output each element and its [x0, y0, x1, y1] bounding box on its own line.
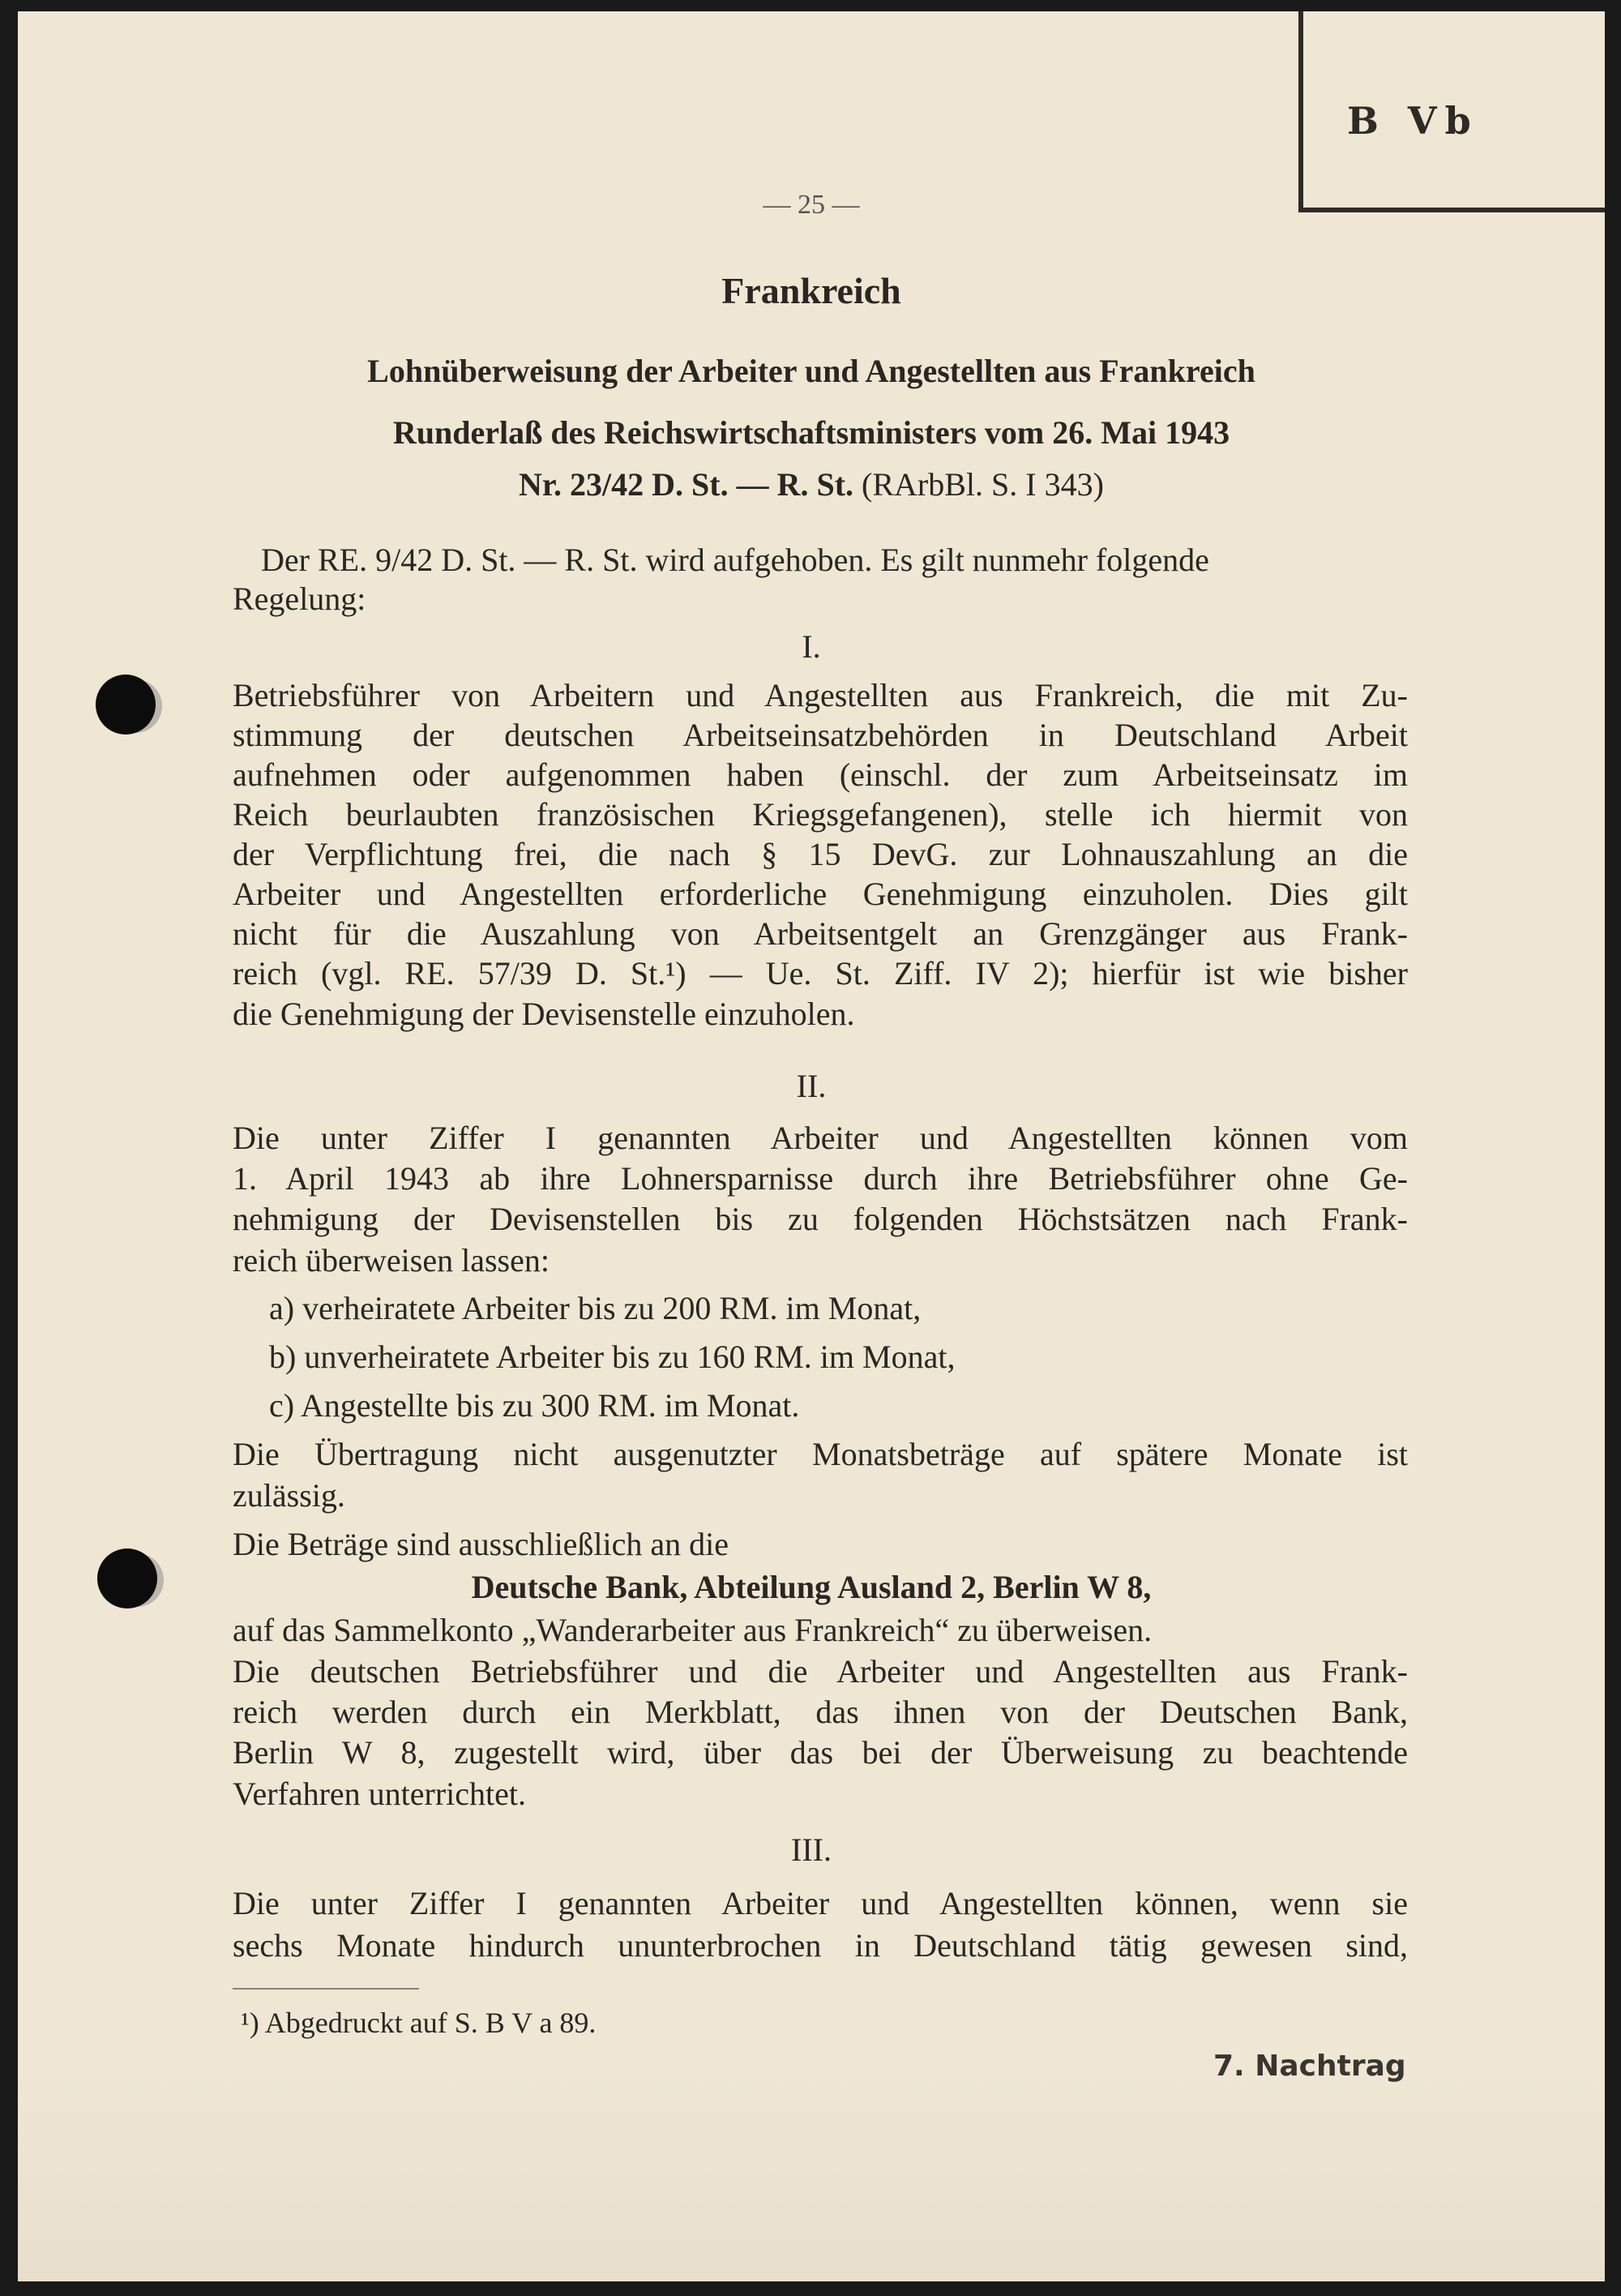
section-ii-numeral: II. — [796, 1068, 827, 1104]
footnote: ¹) Abgedruckt auf S. B V a 89. — [241, 2007, 597, 2039]
section-i-line: Reich beurlaubten französischen Kriegsgefangenen), stelle ich hiermit von — [233, 796, 1408, 833]
page-number: — 25 — — [763, 190, 860, 220]
section-i-line: Betriebsführer von Arbeitern und Angestellten aus Frankreich, die mit Zu- — [233, 677, 1408, 713]
section-iii-line: sechs Monate hindurch ununterbrochen in Deutschland tätig gewesen sind, — [233, 1927, 1408, 1964]
section-i-line: reich (vgl. RE. 57/39 D. St.¹) — Ue. St. Ziff. IV 2); hierfür ist wie bisher — [233, 955, 1408, 992]
merkblatt-line: Berlin W 8, zugestellt wird, über das bei der Überweisung zu beachtende — [233, 1734, 1408, 1771]
section-i-line: aufnehmen oder aufgenommen haben (einschl. der zum Arbeitseinsatz im — [233, 756, 1408, 793]
section-i-line: stimmung der deutschen Arbeitseinsatzbehörden in Deutschland Arbeit — [233, 717, 1408, 753]
limit-item-b: b) unverheiratete Arbeiter bis zu 160 RM. im Monat, — [269, 1339, 956, 1375]
transfer-intro: Die Beträge sind ausschließlich an die — [233, 1526, 729, 1562]
merkblatt-line: Verfahren unterrichtet. — [233, 1776, 527, 1812]
decree-number: Nr. 23/42 D. St. — R. St. — [519, 466, 854, 503]
subtitle-line-2: Runderlaß des Reichswirtschaftsministers vom 26. Mai 1943 — [392, 414, 1230, 451]
section-i-numeral: I. — [802, 628, 821, 665]
section-i-line: Arbeiter und Angestellten erforderliche Genehmigung einzuholen. Dies gilt — [233, 876, 1408, 912]
merkblatt-line: reich werden durch ein Merkblatt, das ihnen von der Deutschen Bank, — [233, 1694, 1408, 1730]
section-ii-line: 1. April 1943 ab ihre Lohnersparnisse durch ihre Betriebsführer ohne Ge- — [233, 1160, 1408, 1197]
merkblatt-line: Die deutschen Betriebsführer und die Arbeiter und Angestellten aus Frank- — [233, 1653, 1408, 1690]
section-ii-line: Die unter Ziffer I genannten Arbeiter und Angestellten können vom — [233, 1120, 1408, 1156]
page-edge-shading — [18, 2071, 1605, 2281]
corner-index-label: B Vb — [1347, 99, 1479, 143]
supplement-label: 7. Nachtrag — [1213, 2050, 1406, 2083]
section-i-line: der Verpflichtung frei, die nach § 15 DevG. zur Lohnauszahlung an die — [233, 836, 1408, 872]
transfer-account: auf das Sammelkonto „Wanderarbeiter aus Frankreich“ zu überweisen. — [233, 1612, 1153, 1648]
document-page — [18, 11, 1605, 2281]
transfer-carryover-line: Die Übertragung nicht ausgenutzter Monatsbeträge auf spätere Monate ist — [233, 1436, 1408, 1472]
bank-address: Deutsche Bank, Abteilung Ausland 2, Berlin W 8, — [471, 1569, 1152, 1605]
punch-hole-top — [96, 675, 156, 735]
limit-item-a: a) verheiratete Arbeiter bis zu 200 RM. im Monat, — [269, 1290, 922, 1326]
intro-line-1: Der RE. 9/42 D. St. — R. St. wird aufgehoben. Es gilt nunmehr folgende — [261, 542, 1209, 578]
decree-reference: (RArbBl. S. I 343) — [862, 466, 1104, 503]
subtitle-line-1: Lohnüberweisung der Arbeiter und Angestellten aus Frankreich — [367, 353, 1255, 389]
section-i-line: nicht für die Auszahlung von Arbeitsentgelt an Grenzgänger aus Frank- — [233, 915, 1408, 952]
section-ii-line: reich überweisen lassen: — [233, 1242, 550, 1279]
transfer-carryover-line: zulässig. — [233, 1477, 345, 1514]
section-iii-line: Die unter Ziffer I genannten Arbeiter und Angestellten können, wenn sie — [233, 1885, 1408, 1921]
document-title: Frankreich — [721, 270, 901, 311]
section-ii-line: nehmigung der Devisenstellen bis zu folgenden Höchstsätzen nach Frank- — [233, 1201, 1408, 1237]
section-i-line: die Genehmigung der Devisenstelle einzuholen. — [233, 996, 855, 1032]
limit-item-c: c) Angestellte bis zu 300 RM. im Monat. — [269, 1387, 800, 1424]
section-iii-numeral: III. — [791, 1831, 832, 1868]
subtitle-line-3 — [18, 465, 1605, 503]
intro-line-2: Regelung: — [233, 580, 366, 617]
footnote-rule — [233, 1988, 419, 1990]
